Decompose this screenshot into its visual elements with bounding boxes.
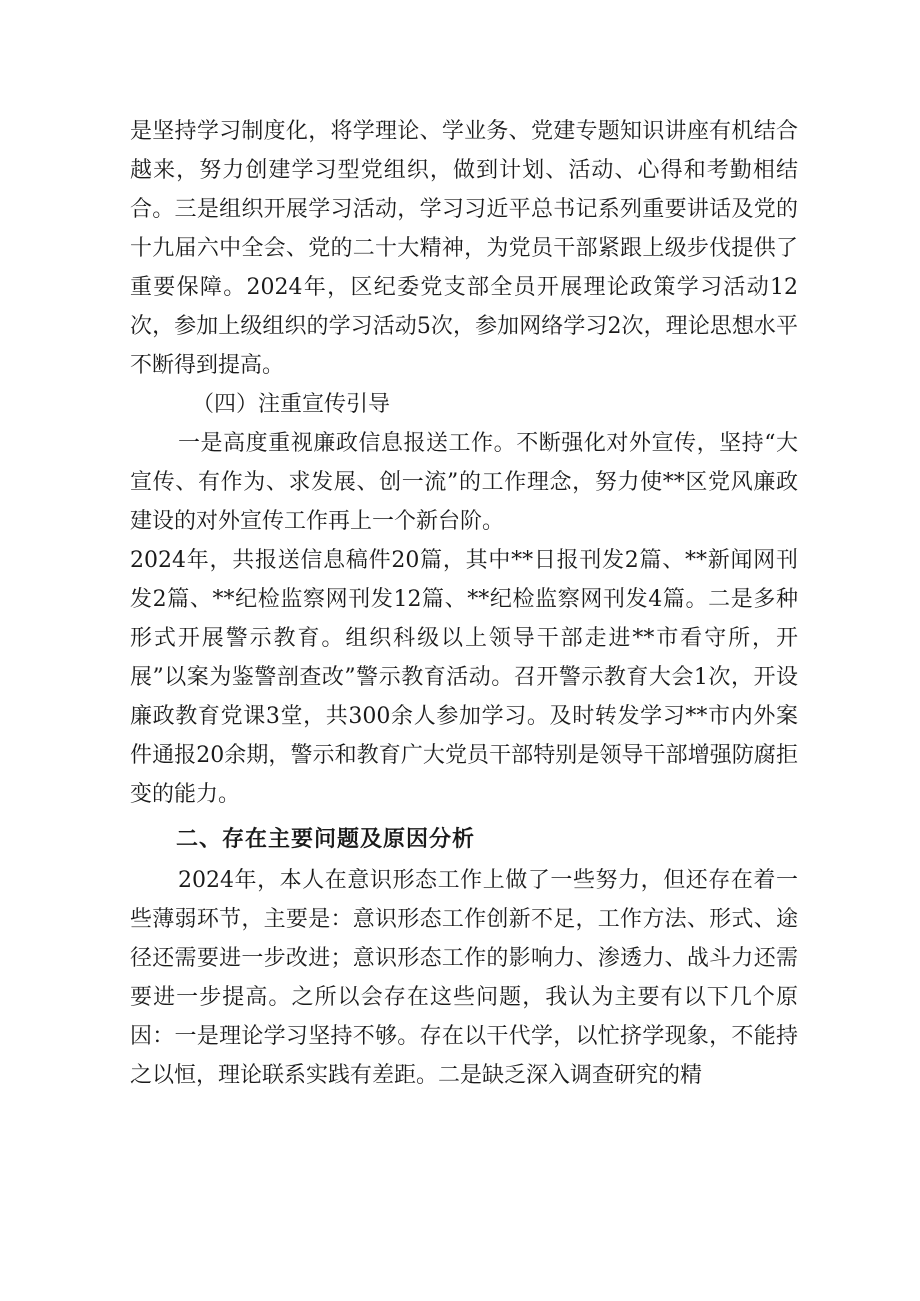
paragraph-study-activities: 是坚持学习制度化，将学理论、学业务、党建专题知识讲座有机结合越来，努力创建学习型党组织，做到计划、活动、心得和考勤相结合。三是组织开展学习活动，学习习近平总书记系列重要讲话及党的十九届六中全会、党的二十大精神，为党员干部紧跟上级步伐提供了重要保障。2024年，区纪委党支部全员开展理论政策学习活动12次，参加上级组织的学习活动5次，参加网络学习2次，理论思想水平不断得到提高。 <box>130 119 798 378</box>
paragraph-problems-analysis: 2024年，本人在意识形态工作上做了一些努力，但还存在着一些薄弱环节，主要是：意识形态工作创新不足，工作方法、形式、途径还需要进一步改进；意识形态工作的影响力、渗透力、战斗力还需要进一步提高。之所以会存在这些问题，我认为主要有以下几个原因：一是理论学习坚持不够。存在以干代学，以忙挤学现象，不能持之以恒，理论联系实践有差距。二是缺乏深入调查研究的精 <box>130 868 798 1088</box>
subheading-publicity: （四）注重宣传引导 <box>192 392 391 417</box>
section-heading-problems: 二、存在主要问题及原因分析 <box>176 827 476 852</box>
paragraph-warning-education: 2024年，共报送信息稿件20篇，其中**日报刊发2篇、**新闻网刊发2篇、**纪检监察网刊发12篇、**纪检监察网刊发4篇。二是多种形式开展警示教育。组织科级以上领导干部走进**市看守所，开展”以案为鉴警剖查改”警示教育活动。召开警示教育大会1次，开设廉政教育党课3堂，共300余人参加学习。及时转发学习**市内外案件通报20余期，警示和教育广大党员干部特别是领导干部增强防腐拒变的能力。 <box>130 548 798 807</box>
document-page <box>130 112 798 1095</box>
paragraph-info-reporting: 一是高度重视廉政信息报送工作。不断强化对外宣传，坚持“大宣传、有作为、求发展、创一流”的工作理念，努力使**区党风廉政建设的对外宣传工作再上一个新台阶。 <box>130 431 798 534</box>
